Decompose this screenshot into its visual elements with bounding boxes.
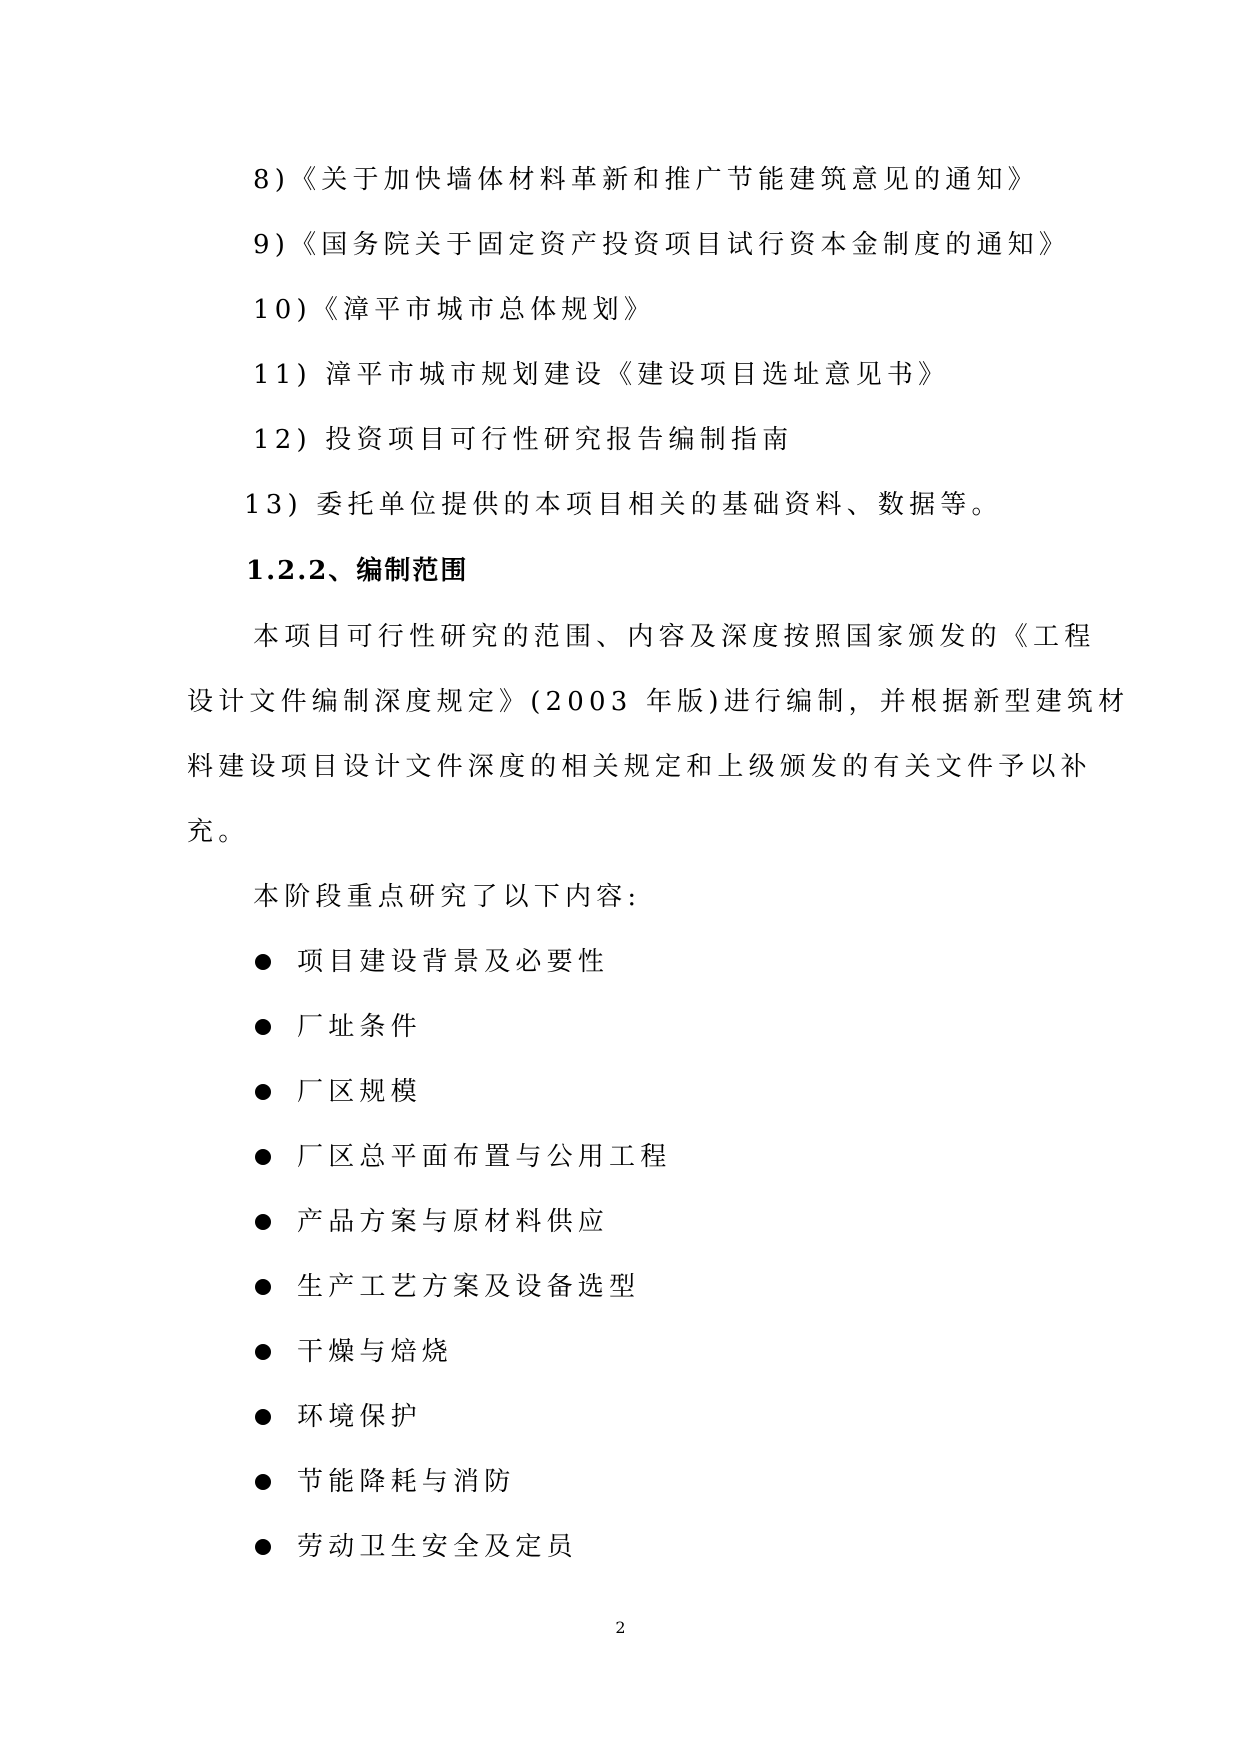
reference-item-9: 9)《国务院关于固定资产投资项目试行资本金制度的通知》 — [253, 230, 1071, 260]
paragraph-line-2: 设计文件编制深度规定》(2003 年版)进行编制，并根据新型建筑材 — [187, 687, 1130, 717]
list-intro: 本阶段重点研究了以下内容: — [253, 882, 642, 912]
list-item-label: 厂区规模 — [297, 1077, 422, 1107]
list-item-label: 环境保护 — [297, 1402, 422, 1432]
page-number: 2 — [615, 1618, 626, 1637]
bullet-icon — [255, 1149, 271, 1165]
list-item-label: 项目建设背景及必要性 — [297, 947, 610, 977]
bullet-icon — [255, 1409, 271, 1425]
list-item-label: 厂址条件 — [297, 1012, 422, 1042]
reference-item-10: 10)《漳平市城市总体规划》 — [253, 295, 656, 325]
bullet-icon — [255, 1214, 271, 1230]
list-item-label: 产品方案与原材料供应 — [297, 1207, 610, 1237]
bullet-icon — [255, 954, 271, 970]
bullet-icon — [255, 1539, 271, 1555]
list-item-label: 生产工艺方案及设备选型 — [297, 1272, 641, 1302]
bullet-icon — [255, 1279, 271, 1295]
reference-item-12: 12) 投资项目可行性研究报告编制指南 — [253, 425, 794, 455]
reference-item-11: 11) 漳平市城市规划建设《建设项目选址意见书》 — [253, 360, 950, 390]
reference-item-8: 8)《关于加快墙体材料革新和推广节能建筑意见的通知》 — [253, 165, 1039, 195]
list-item-label: 节能降耗与消防 — [297, 1467, 516, 1497]
bullet-icon — [255, 1474, 271, 1490]
bullet-icon — [255, 1019, 271, 1035]
paragraph-line-3: 料建设项目设计文件深度的相关规定和上级颁发的有关文件予以补 — [187, 752, 1092, 782]
paragraph-line-4: 充。 — [187, 817, 250, 847]
bullet-icon — [255, 1084, 271, 1100]
reference-item-13: 13) 委托单位提供的本项目相关的基础资料、数据等。 — [244, 490, 1003, 520]
bullet-icon — [255, 1344, 271, 1360]
list-item-label: 劳动卫生安全及定员 — [297, 1532, 578, 1562]
section-heading: 1.2.2、编制范围 — [246, 556, 469, 586]
list-item-label: 干燥与焙烧 — [297, 1337, 454, 1367]
paragraph-line-1: 本项目可行性研究的范围、内容及深度按照国家颁发的《工程 — [253, 622, 1096, 652]
list-item-label: 厂区总平面布置与公用工程 — [297, 1142, 672, 1172]
